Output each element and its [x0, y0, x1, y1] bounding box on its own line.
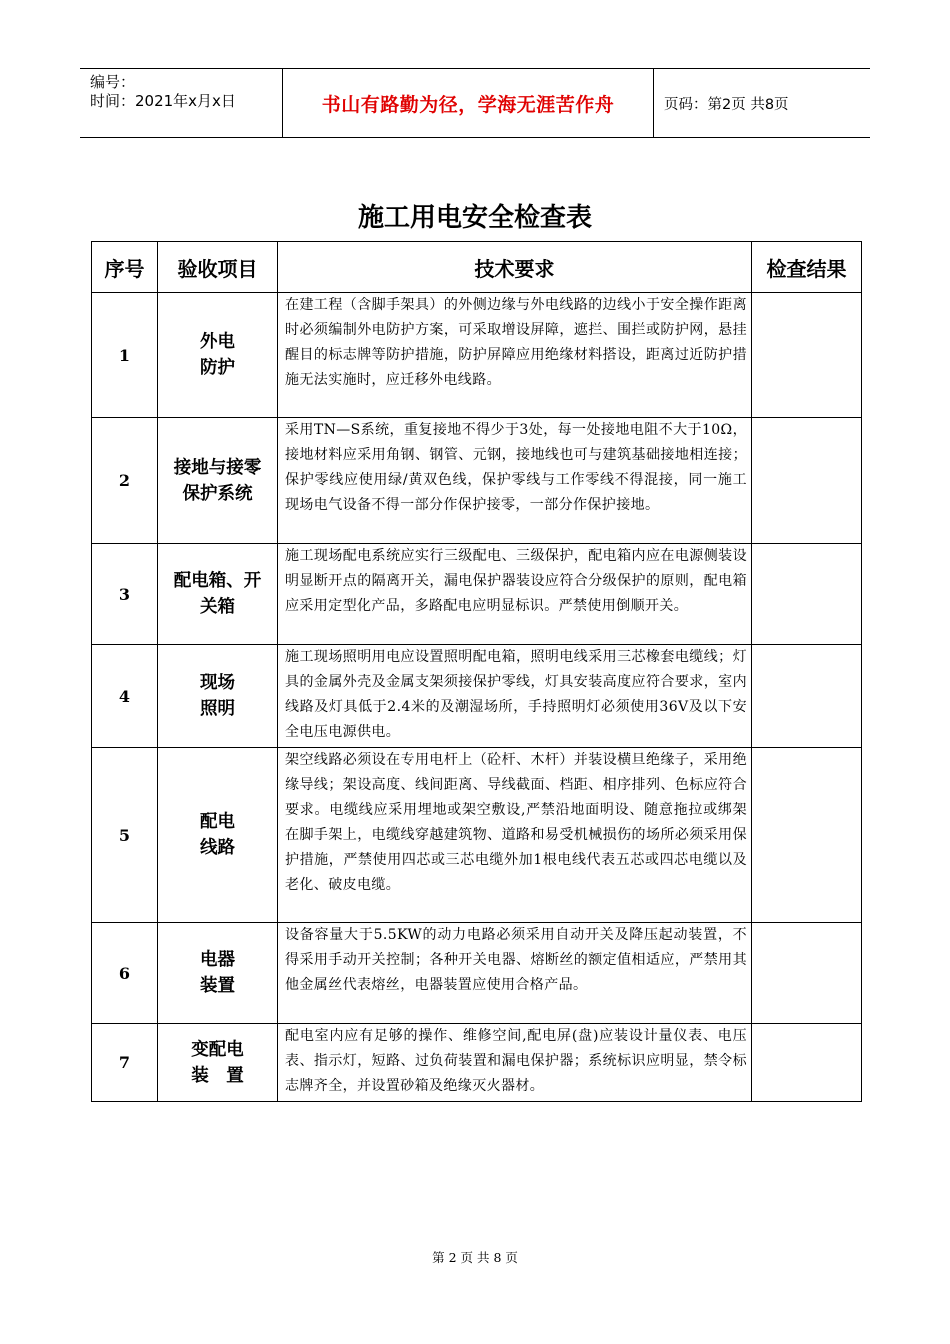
header-page-info	[652, 69, 870, 137]
row-number: 3	[92, 544, 158, 645]
table-row	[92, 418, 862, 544]
technical-requirement: 施工现场配电系统应实行三级配电、三级保护，配电箱内应在电源侧装设明显断开点的隔离开关，漏电保护器装设应符合分级保护的原则，配电箱应采用定型化产品，多路配电应明显标识。严禁使用倒顺开关。	[278, 544, 752, 645]
table-row	[92, 293, 862, 418]
table-header-row	[92, 242, 862, 293]
technical-requirement: 采用TN—S系统，重复接地不得少于3处，每一处接地电阻不大于10Ω，接地材料应采用角钢、钢管、元钢，接地线也可与建筑基础接地相连接；保护零线应使用绿/黄双色线，保护零线与工作零线不得混接，同一施工现场电气设备不得一部分作保护接零，一部分作保护接地。	[278, 418, 752, 544]
time-label: 时间：2021年x月x日	[90, 92, 236, 110]
check-result-cell[interactable]	[752, 645, 862, 748]
item-line: 现场	[200, 673, 235, 693]
inspection-item	[158, 1024, 278, 1102]
inspection-item	[158, 645, 278, 748]
code-label: 编号：	[90, 73, 136, 91]
check-result-cell[interactable]	[752, 1024, 862, 1102]
item-line: 保护系统	[182, 483, 253, 504]
item-line: 配电	[200, 812, 235, 832]
item-line: 接地与接零	[173, 457, 262, 478]
item-line: 装置	[200, 976, 235, 996]
page-header	[80, 68, 870, 138]
item-line: 线路	[200, 838, 235, 858]
motto-text: 书山有路勤为径，学海无涯苦作舟	[321, 93, 615, 116]
item-line: 外电	[200, 332, 235, 352]
header-motto	[282, 69, 654, 137]
table-row	[92, 544, 862, 645]
table-row	[92, 645, 862, 748]
check-result-cell[interactable]	[752, 544, 862, 645]
check-result-cell[interactable]	[752, 923, 862, 1024]
check-result-cell[interactable]	[752, 293, 862, 418]
col-header-requirement: 技术要求	[278, 242, 752, 293]
check-result-cell[interactable]	[752, 418, 862, 544]
inspection-item	[158, 748, 278, 923]
row-number: 7	[92, 1024, 158, 1102]
document-title: 施工用电安全检查表	[357, 203, 592, 233]
inspection-table	[91, 241, 862, 1102]
row-number: 6	[92, 923, 158, 1024]
item-line: 关箱	[200, 597, 235, 617]
table-row	[92, 923, 862, 1024]
page-footer: 第 2 页 共 8 页	[432, 1250, 518, 1265]
inspection-item	[158, 418, 278, 544]
technical-requirement: 设备容量大于5.5KW的动力电路必须采用自动开关及降压起动装置，不得采用手动开关控制；各种开关电器、熔断丝的额定值相适应，严禁用其他金属丝代表熔丝，电器装置应使用合格产品。	[278, 923, 752, 1024]
check-result-cell[interactable]	[752, 748, 862, 923]
item-line: 照明	[200, 699, 235, 719]
col-header-result: 检查结果	[752, 242, 862, 293]
row-number: 2	[92, 418, 158, 544]
row-number: 4	[92, 645, 158, 748]
row-number: 5	[92, 748, 158, 923]
page-label: 页码：第2页 共8页	[664, 96, 789, 113]
item-line: 变配电	[191, 1039, 244, 1060]
technical-requirement: 架空线路必须设在专用电杆上（砼杆、木杆）并装设横旦绝缘子，采用绝缘导线；架设高度、线间距离、导线截面、档距、相序排列、色标应符合要求。电缆线应采用埋地或架空敷设,严禁沿地面明设、随意拖拉或绑架在脚手架上，电缆线穿越建筑物、道路和易受机械损伤的场所必须采用保护措施，严禁使用四芯或三芯电缆外加1根电线代表五芯或四芯电缆以及老化、破皮电缆。	[278, 748, 752, 923]
header-meta	[80, 69, 282, 137]
table-row	[92, 1024, 862, 1102]
inspection-item	[158, 923, 278, 1024]
col-header-no: 序号	[92, 242, 158, 293]
table-row	[92, 748, 862, 923]
item-line: 配电箱、开	[173, 571, 262, 591]
technical-requirement: 施工现场照明用电应设置照明配电箱，照明电线采用三芯橡套电缆线；灯具的金属外壳及金属支架须接保护零线，灯具安装高度应符合要求，室内线路及灯具低于2.4米的及潮湿场所，手持照明灯必须使用36V及以下安全电压电源供电。	[278, 645, 752, 748]
item-line: 装 置	[191, 1065, 244, 1086]
inspection-item	[158, 293, 278, 418]
technical-requirement: 配电室内应有足够的操作、维修空间,配电屏(盘)应装设计量仪表、电压表、指示灯，短路、过负荷装置和漏电保护器；系统标识应明显，禁令标志牌齐全，并设置砂箱及绝缘灭火器材。	[278, 1024, 752, 1102]
inspection-item	[158, 544, 278, 645]
item-line: 防护	[200, 358, 235, 378]
technical-requirement: 在建工程（含脚手架具）的外侧边缘与外电线路的边线小于安全操作距离时必须编制外电防护方案，可采取增设屏障，遮拦、围拦或防护网，悬挂醒目的标志牌等防护措施，防护屏障应用绝缘材料搭设，距离过近防护措施无法实施时，应迁移外电线路。	[278, 293, 752, 418]
item-line: 电器	[200, 950, 235, 970]
row-number: 1	[92, 293, 158, 418]
col-header-item: 验收项目	[158, 242, 278, 293]
